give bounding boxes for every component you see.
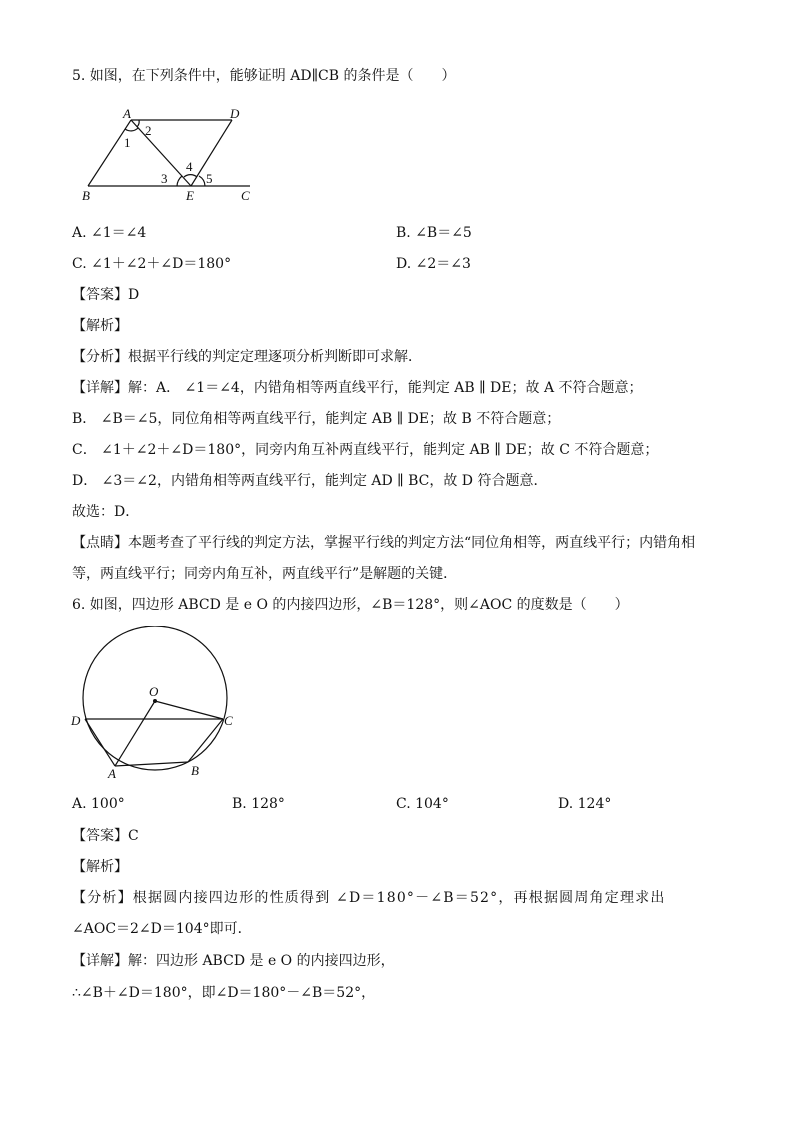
label-O: O — [149, 684, 159, 699]
label-C: C — [224, 713, 233, 728]
q5-analysis-label: 【解析】 — [72, 318, 128, 334]
q6-analysis-label: 【解析】 — [72, 859, 128, 875]
q6-fenxi-1: 【分析】根据圆内接四边形的性质得到 ∠D＝180°－∠B＝52°，再根据圆周角定理求出 — [72, 890, 666, 906]
angle-arc-4 — [184, 175, 197, 177]
q6-stem: 6. 如图，四边形 ABCD 是 e O 的内接四边形，∠B＝128°，则∠AOC 的度数是（ ） — [72, 597, 629, 613]
q5-option-a: A. ∠1＝∠4 — [72, 225, 147, 241]
q5-figure — [78, 104, 268, 208]
q5-dianjing-1: 【点睛】本题考查了平行线的判定方法，掌握平行线的判定方法“同位角相等，两直线平行；内错角相 — [72, 535, 696, 551]
q6-figure — [68, 626, 248, 782]
q5-fenxi: 【分析】根据平行线的判定定理逐项分析判断即可求解． — [72, 349, 422, 365]
label-B: B — [191, 763, 199, 778]
label-A: A — [108, 766, 116, 781]
q5-detail-4: D． ∠3＝∠2，内错角相等两直线平行，能判定 AD ∥ BC，故 D 符合题意． — [72, 473, 548, 489]
segment-AB — [88, 120, 131, 186]
segment-OC — [155, 701, 223, 719]
q6-option-c: C. 104° — [396, 796, 449, 812]
q5-stem: 5. 如图，在下列条件中，能够证明 AD∥CB 的条件是（ ） — [72, 68, 456, 84]
label-D: D — [230, 106, 240, 121]
q5-option-c: C. ∠1＋∠2＋∠D＝180° — [72, 256, 232, 272]
q5-detail-1: 【详解】解：A． ∠1＝∠4，内错角相等两直线平行，能判定 AB ∥ DE；故 A 不符合题意； — [72, 380, 643, 396]
q6-option-a: A. 100° — [72, 796, 125, 812]
label-angle-4: 4 — [186, 159, 193, 174]
q6-answer: 【答案】C — [72, 828, 139, 844]
q5-option-b: B. ∠B＝∠5 — [396, 225, 472, 241]
segment-BC — [188, 719, 223, 762]
segment-OA — [115, 701, 155, 766]
label-C: C — [241, 188, 250, 203]
label-angle-5: 5 — [206, 171, 213, 186]
q6-option-d: D. 124° — [558, 796, 612, 812]
q5-option-d: D. ∠2＝∠3 — [396, 256, 471, 272]
angle-arc-1 — [125, 128, 138, 131]
q6-detail-2: ∴∠B＋∠D＝180°，即∠D＝180°－∠B＝52°， — [72, 985, 376, 1001]
q5-choose: 故选：D． — [72, 504, 140, 520]
center-point-O — [153, 699, 157, 703]
angle-arc-5 — [199, 176, 205, 186]
q5-detail-3: C． ∠1＋∠2＋∠D＝180°，同旁内角互补两直线平行，能判定 AB ∥ DE；故 C 不符合题意； — [72, 442, 659, 458]
q6-detail-1: 【详解】解：四边形 ABCD 是 e O 的内接四边形， — [72, 953, 395, 969]
q6-fenxi-2: ∠AOC＝2∠D＝104°即可． — [72, 921, 252, 937]
label-D: D — [71, 713, 81, 728]
label-E: E — [186, 188, 194, 203]
angle-arc-2 — [137, 120, 139, 127]
q5-dianjing-2: 等，两直线平行；同旁内角互补，两直线平行”是解题的关键． — [72, 566, 458, 582]
label-angle-2: 2 — [145, 123, 152, 138]
q6-option-b: B. 128° — [232, 796, 285, 812]
label-B: B — [82, 188, 90, 203]
q5-detail-2: B． ∠B＝∠5，同位角相等两直线平行，能判定 AB ∥ DE；故 B 不符合题意； — [72, 411, 561, 427]
q5-answer: 【答案】D — [72, 287, 140, 303]
label-A: A — [123, 106, 131, 121]
label-angle-3: 3 — [161, 171, 168, 186]
label-angle-1: 1 — [124, 135, 131, 150]
segment-DA — [85, 719, 115, 766]
angle-arc-3 — [177, 176, 182, 186]
